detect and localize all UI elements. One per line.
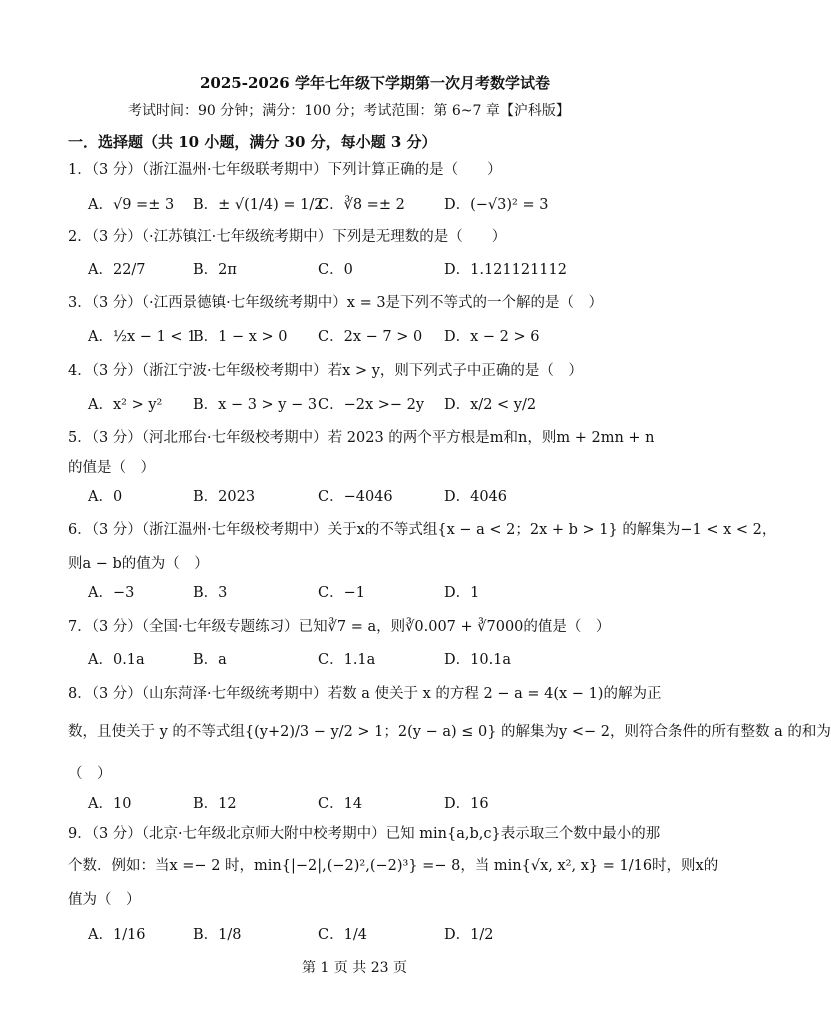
option-b: B．1/8 bbox=[193, 927, 242, 943]
option-d: D．x − 2 > 6 bbox=[444, 329, 540, 345]
option-d: D．10.1a bbox=[444, 652, 512, 668]
option-d: D．1.121121112 bbox=[444, 262, 567, 278]
option-b: B．2023 bbox=[193, 489, 256, 505]
option-b: B．2π bbox=[193, 262, 237, 278]
option-c: C．−4046 bbox=[318, 489, 393, 505]
option-b: B．± √(1/4) = 1/2 bbox=[193, 197, 324, 213]
page-number: 第 1 页 共 23 页 bbox=[302, 960, 407, 976]
question-text: 值为（ ） bbox=[68, 892, 141, 908]
option-c: C．0 bbox=[318, 262, 353, 278]
option-a: A．1/16 bbox=[88, 927, 146, 943]
option-b: B．a bbox=[193, 652, 227, 668]
option-a: A．10 bbox=[88, 796, 132, 812]
option-c: C．1.1a bbox=[318, 652, 376, 668]
option-b: B．12 bbox=[193, 796, 237, 812]
option-c: C．−1 bbox=[318, 585, 365, 601]
option-a: A．0.1a bbox=[88, 652, 145, 668]
exam-info: 考试时间：90 分钟；满分：100 分；考试范围：第 6~7 章【沪科版】 bbox=[128, 103, 570, 119]
question-text: 3．（3 分）（·江西景德镇·七年级统考期中）x = 3是下列不等式的一个解的是（ ） bbox=[68, 295, 604, 311]
option-d: D．4046 bbox=[444, 489, 508, 505]
option-b: B．1 − x > 0 bbox=[193, 329, 288, 345]
question-text: 9．（3 分）（北京·七年级北京师大附中校考期中）已知 min{a,b,c}表示取三个数中最小的那 bbox=[68, 826, 661, 842]
question-text: 数，且使关于 y 的不等式组{(y+2)/3 − y/2 > 1；2(y − a) ≤ 0} 的解集为y <− 2，则符合条件的所有整数 a 的和为 bbox=[68, 724, 831, 740]
option-d: D．1/2 bbox=[444, 927, 494, 943]
option-d: D．x/2 < y/2 bbox=[444, 397, 537, 413]
option-a: A．22/7 bbox=[88, 262, 146, 278]
option-d: D．1 bbox=[444, 585, 480, 601]
question-text: 7．（3 分）（全国·七年级专题练习）已知∛7 = a，则∛0.007 + ∛7000的值是（ ） bbox=[68, 619, 611, 635]
exam-title: 2025-2026 学年七年级下学期第一次月考数学试卷 bbox=[200, 74, 550, 92]
question-text: 4．（3 分）（浙江宁波·七年级校考期中）若x > y，则下列式子中正确的是（ ） bbox=[68, 363, 583, 379]
question-text: 个数．例如：当x =− 2 时，min{|−2|,(−2)²,(−2)³} =− 8，当 min{√x, x², x} = 1/16时，则x的 bbox=[68, 858, 719, 874]
option-c: C．2x − 7 > 0 bbox=[318, 329, 423, 345]
question-text: 2．（3 分）（·江苏镇江·七年级统考期中）下列是无理数的是（ ） bbox=[68, 229, 507, 245]
question-text: 6．（3 分）（浙江温州·七年级校考期中）关于x的不等式组{x − a < 2；2x + b > 1} 的解集为−1 < x < 2， bbox=[68, 522, 777, 538]
question-text: （ ） bbox=[68, 766, 112, 782]
option-a: A．x² > y² bbox=[88, 397, 163, 413]
question-text: 8．（3 分）（山东菏泽·七年级统考期中）若数 a 使关于 x 的方程 2 − a = 4(x − 1)的解为正 bbox=[68, 686, 662, 702]
option-c: C．1/4 bbox=[318, 927, 367, 943]
option-b: B．3 bbox=[193, 585, 228, 601]
question-text: 1．（3 分）（浙江温州·七年级联考期中）下列计算正确的是（ ） bbox=[68, 162, 502, 178]
option-c: C．14 bbox=[318, 796, 363, 812]
option-a: A．0 bbox=[88, 489, 123, 505]
option-a: A．√9 =± 3 bbox=[88, 197, 175, 213]
option-a: A．½x − 1 < 1 bbox=[88, 329, 197, 345]
option-a: A．−3 bbox=[88, 585, 135, 601]
option-c: C．−2x >− 2y bbox=[318, 397, 425, 413]
section-title: 一．选择题（共 10 小题，满分 30 分，每小题 3 分） bbox=[68, 133, 437, 151]
option-d: D．16 bbox=[444, 796, 489, 812]
option-b: B．x − 3 > y − 3 bbox=[193, 397, 318, 413]
option-d: D．(−√3)² = 3 bbox=[444, 197, 549, 213]
question-text: 则a − b的值为（ ） bbox=[68, 556, 209, 572]
question-text: 的值是（ ） bbox=[68, 460, 155, 476]
option-c: C．∛8 =± 2 bbox=[318, 197, 405, 213]
question-text: 5．（3 分）（河北邢台·七年级校考期中）若 2023 的两个平方根是m和n，则m + 2mn + n bbox=[68, 430, 655, 446]
